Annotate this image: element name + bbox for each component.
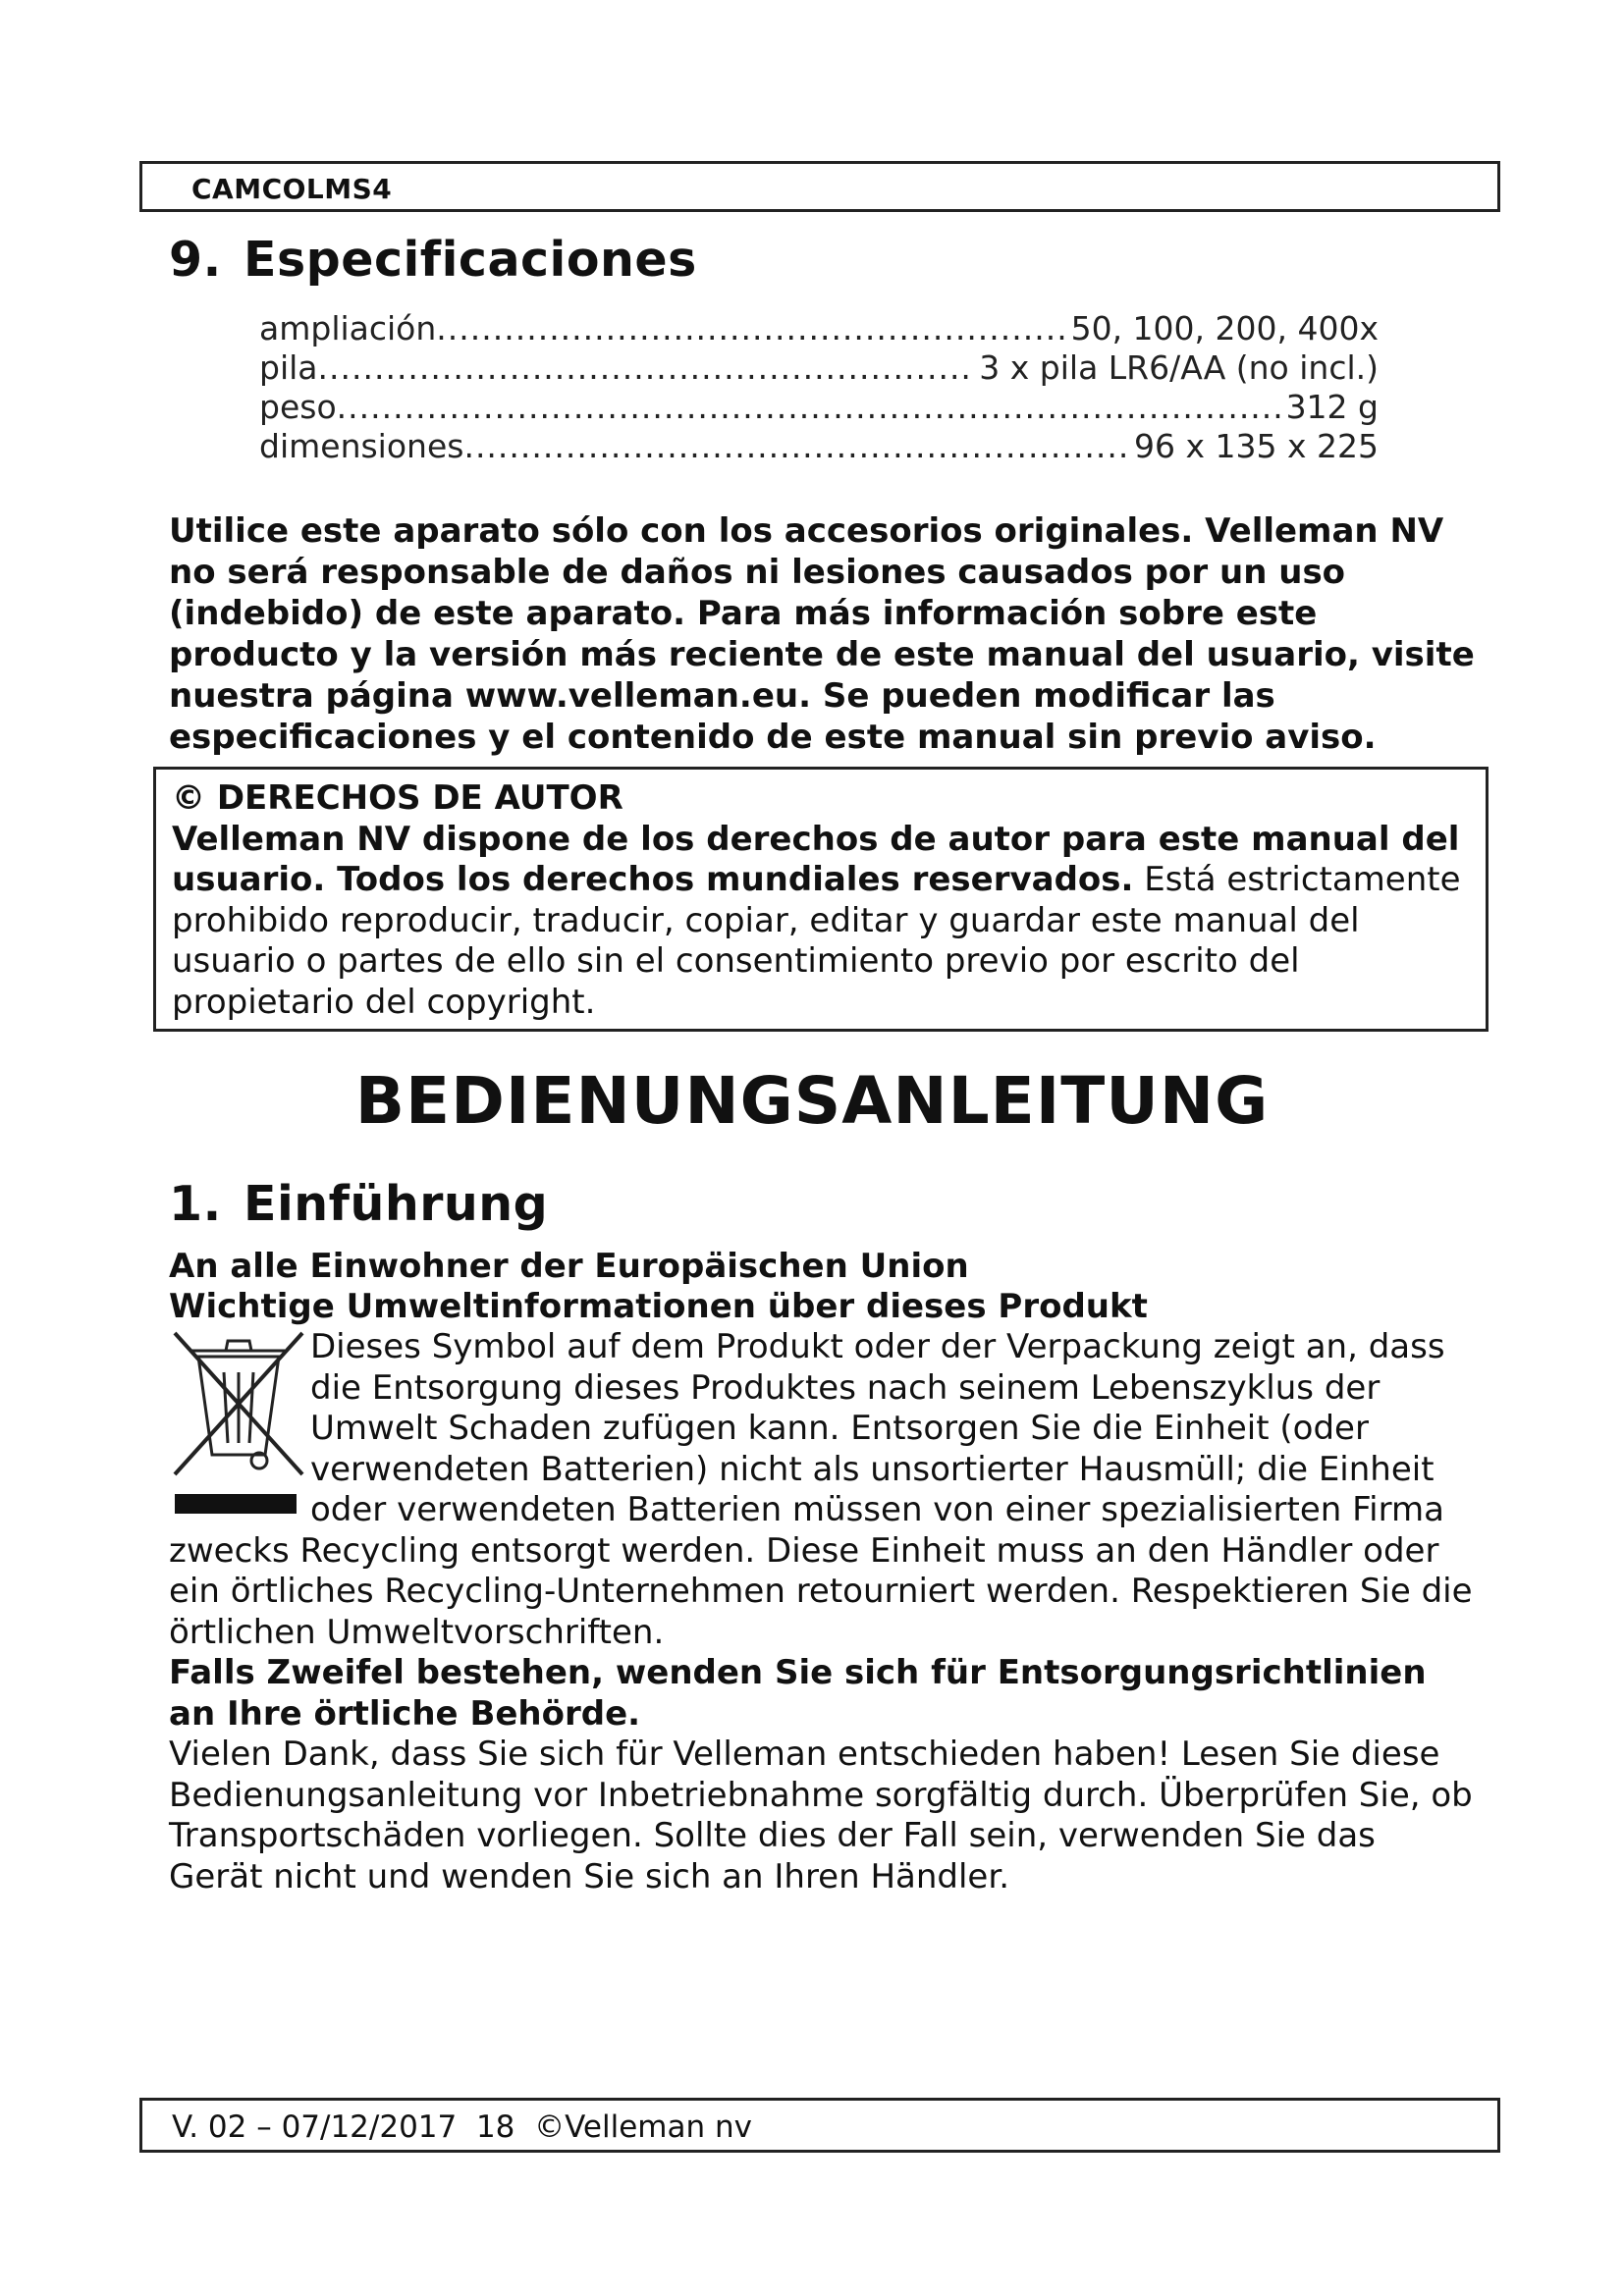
spec-row [259,388,1379,427]
spec-value: 312 g [1285,388,1379,426]
intro-section-heading [169,1176,548,1232]
eu-residents-heading: An alle Einwohner der Europäischen Union [169,1247,969,1286]
spec-value: 3 x pila LR6/AA (no incl.) [979,348,1379,387]
crossed-bin-icon [169,1329,306,1516]
spec-section-title: Especificaciones [244,232,697,288]
environment-info-heading: Wichtige Umweltinformationen über dieses Produkt [169,1287,1148,1326]
copyright-box [153,767,1489,1032]
thanks-text: Vielen Dank, dass Sie sich für Velleman entschieden haben! Lesen Sie diese Bedienungsanleitung vor Inbetriebnahme sorgfältig durch. Überprüfen Sie, ob Transportschäden vorliegen. Sollte dies der Fall sein, verwenden Sie das Gerät nicht und wenden Sie sich an Ihren Händler. [169,1735,1473,1896]
header-box [139,161,1500,212]
copyright-text [172,820,1470,1024]
spec-row [259,309,1379,348]
copyright-normal-text: Está estrictamente prohibido reproducir, traducir, copiar, editar y guardar este manual del usuario o partes de ello sin el consentimiento previo por escrito del propietario del copyright. [172,860,1461,1022]
spec-section-number: 9. [169,232,222,288]
spec-label: peso [259,388,337,426]
copyright-heading: © DERECHOS DE AUTOR [172,778,623,818]
intro-section-title: Einführung [244,1176,549,1232]
spec-value: 50, 100, 200, 400x [1070,309,1379,347]
accessories-notice: Utilice este aparato sólo con los accesorios originales. Velleman NV no será responsable de daños ni lesiones causados por un uso (indebido) de este aparato. Para más información sobre este producto y la versión más reciente de este manual del usuario, visite nuestra página www.velleman.eu. Se pueden modificar las especificaciones y el contenido de este manual sin previo aviso. [169,511,1475,757]
spec-label: ampliación [259,309,437,347]
doubt-note: Falls Zweifel bestehen, wenden Sie sich für Entsorgungsrichtlinien an Ihre örtliche Behörde. [169,1653,1427,1734]
intro-section-number: 1. [169,1176,222,1232]
product-code: CAMCOLMS4 [191,173,393,205]
spec-section-heading [169,232,697,288]
footer-box [139,2098,1500,2153]
spec-label: pila [259,348,318,387]
spec-row [259,348,1379,388]
spec-label: dimensiones [259,427,464,465]
main-title: BEDIENUNGSANLEITUNG [354,1063,1270,1139]
weee-block [169,1327,1475,1897]
weee-text: Dieses Symbol auf dem Produkt oder der Verpackung zeigt an, dass die Entsorgung dieses Produktes nach seinem Lebenszyklus der Umwelt Schaden zufügen kann. Entsorgen Sie die Einheit (oder verwendeten Batterien) nicht als unsortierter Hausmüll; die Einheit oder verwendeten Batterien müssen von einer spezialisierten Firma zwecks Recycling entsorgt werden. Diese Einheit muss an den Händler oder ein örtliches Recycling-Unternehmen retourniert werden. Respektieren Sie die örtlichen Umweltvorschriften. [169,1327,1473,1652]
spec-value: 96 x 135 x 225 [1134,427,1379,465]
copyright-bold-text: Velleman NV dispone de los derechos de autor para este manual del usuario. Todos los derechos mundiales reservados. [172,819,1460,899]
spec-row [259,427,1379,466]
footer-text: V. 02 – 07/12/2017 18 ©Velleman nv [172,2109,752,2145]
spec-list [259,309,1379,466]
